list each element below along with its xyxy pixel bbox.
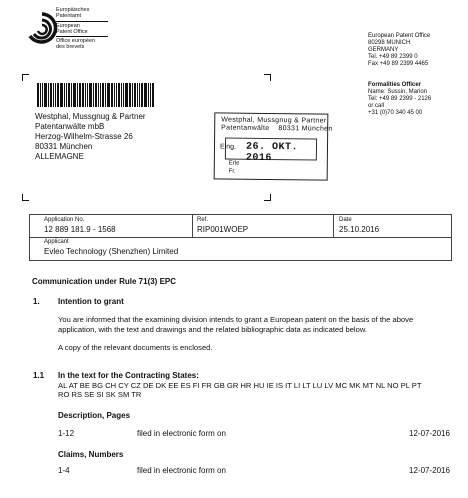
barcode-bar <box>98 83 99 107</box>
barcode-bar <box>111 83 113 107</box>
barcode-bar <box>139 83 140 107</box>
barcode-bar <box>134 83 136 107</box>
barcode-bar <box>85 83 86 107</box>
barcode-bar <box>129 83 131 107</box>
barcode-bar <box>60 83 63 107</box>
epo-address-line: Fax +49 89 2399 4465 <box>368 61 429 67</box>
barcode-bar <box>118 83 120 107</box>
barcode-bar <box>50 83 52 107</box>
claims-date: 12-07-2016 <box>409 466 450 475</box>
stamp-sub: Erle <box>228 160 240 167</box>
barcode-bar <box>152 83 154 107</box>
barcode-bar <box>44 83 47 107</box>
contracting-states-line: RO RS SE SI SK SM TR <box>58 390 142 399</box>
subsection-number: 1.1 <box>33 371 45 380</box>
barcode-bar <box>71 83 72 107</box>
intention-paragraph-line: You are informed that the examining division intends to grant a European patent on the basis of the above <box>58 315 414 324</box>
stamp-label: Eing. <box>219 143 236 151</box>
logo-line: Patentamt <box>56 13 82 20</box>
barcode-bar <box>105 83 106 107</box>
ref-label: Ref. <box>197 217 209 223</box>
epo-address-line: European Patent Office <box>368 33 431 39</box>
barcode-bar <box>123 83 124 107</box>
intention-paragraph-line: application, with the text and drawings and the related bibliographic data as indicated below. <box>58 325 368 334</box>
claims-filed: filed in electronic form on <box>137 466 226 475</box>
copy-enclosed-text: A copy of the relevant documents is enclosed. <box>58 343 213 352</box>
barcode-bar <box>95 83 97 107</box>
claims-numbers: 1-4 <box>58 466 70 475</box>
barcode-bar <box>42 83 43 107</box>
reference-box <box>29 214 452 261</box>
barcode-bar <box>141 83 143 107</box>
section-number: 1. <box>33 297 40 306</box>
barcode-bar <box>64 83 65 107</box>
barcode-bar <box>89 83 92 107</box>
epo-address <box>368 33 430 68</box>
stamp-city: Patentanwälte 80331 München <box>221 124 333 133</box>
formalities-officer <box>368 82 431 117</box>
applicant-label: Applicant <box>44 239 69 245</box>
barcode-bar <box>100 83 101 107</box>
formalities-line: Tel: +49 89 2399 - 2126 <box>368 96 432 102</box>
description-heading: Description, Pages <box>58 411 131 420</box>
barcode-bar <box>37 83 39 107</box>
addressee-line: Patentanwälte mbB <box>35 122 105 131</box>
barcode-bar <box>148 83 149 107</box>
barcode-bar <box>55 83 56 107</box>
date-label: Date <box>339 217 352 223</box>
barcode-bar <box>137 83 138 107</box>
barcode-bar <box>150 83 151 107</box>
barcode-bar <box>114 83 115 107</box>
logo-line: Patent Office <box>56 28 88 35</box>
barcode-bar <box>93 83 94 107</box>
logo-line: Office européen <box>56 38 96 45</box>
formalities-line: Name: Sussin, Marion <box>368 89 428 95</box>
date-value: 25.10.2016 <box>339 225 380 234</box>
epo-address-line: 80298 MUNICH <box>368 40 411 46</box>
window-corner-mark <box>264 74 271 81</box>
stamp-sub: Fr. <box>228 168 236 175</box>
communication-title: Communication under Rule 71(3) EPC <box>32 277 177 286</box>
barcode-bar <box>48 83 49 107</box>
logo-text <box>56 7 146 51</box>
description-pages: 1-12 <box>58 429 75 438</box>
window-corner-mark <box>264 194 271 201</box>
barcode-bar <box>82 83 84 107</box>
logo-line: European <box>56 22 80 29</box>
barcode-bar <box>125 83 128 107</box>
barcode <box>37 83 177 107</box>
barcode-bar <box>87 83 88 107</box>
logo-line: des brevets <box>56 44 85 51</box>
application-label: Application No. <box>44 217 85 223</box>
application-number: 12 889 181.9 - 1568 <box>44 225 116 234</box>
barcode-bar <box>144 83 147 107</box>
section-title: Intention to grant <box>58 297 124 306</box>
claims-heading: Claims, Numbers <box>58 450 124 459</box>
formalities-heading: Formalities Officer <box>368 82 422 88</box>
window-corner-mark <box>22 74 29 81</box>
contracting-states-line: AL AT BE BG CH CY CZ DE DK EE ES FI FR GB GR HR HU IE IS IT LI LT LU LV MC MK MT NL NO PL PT <box>58 381 422 390</box>
addressee-line: 80331 München <box>35 142 93 151</box>
logo-line: Europäisches <box>56 7 90 13</box>
addressee-line: Herzog-Wilhelm-Strasse 26 <box>35 132 133 141</box>
barcode-bar <box>107 83 110 107</box>
epo-address-line: GERMANY <box>368 47 399 53</box>
ref-value: RIP001WOEP <box>197 225 249 234</box>
barcode-bar <box>68 83 70 107</box>
barcode-bar <box>57 83 59 107</box>
barcode-bar <box>79 83 81 107</box>
epo-address-line: Tel. +49 89 2399 0 <box>368 54 418 60</box>
formalities-line: or call <box>368 103 385 109</box>
barcode-bar <box>116 83 117 107</box>
addressee-block <box>35 112 146 162</box>
window-corner-mark <box>22 194 29 201</box>
stamp-date: 26. OKT. 2016 <box>245 141 299 165</box>
barcode-bar <box>77 83 78 107</box>
barcode-bar <box>40 83 41 107</box>
barcode-bar <box>53 83 54 107</box>
barcode-bar <box>102 83 104 107</box>
applicant-value: Evleo Technology (Shenzhen) Limited <box>44 247 179 256</box>
formalities-line: +31 (0)70 340 45 00 <box>368 110 423 116</box>
addressee-line: ALLEMAGNE <box>35 152 84 161</box>
addressee-line: Westphal, Mussgnug & Partner <box>35 112 146 121</box>
barcode-bar <box>73 83 76 107</box>
barcode-bar <box>66 83 67 107</box>
subsection-title: In the text for the Contracting States: <box>58 371 199 380</box>
barcode-bar <box>121 83 122 107</box>
description-filed: filed in electronic form on <box>137 429 226 438</box>
stamp-firm: Westphal, Mussgnug & Partner <box>221 116 327 125</box>
barcode-bar <box>132 83 133 107</box>
description-date: 12-07-2016 <box>409 429 450 438</box>
received-stamp <box>214 112 333 180</box>
